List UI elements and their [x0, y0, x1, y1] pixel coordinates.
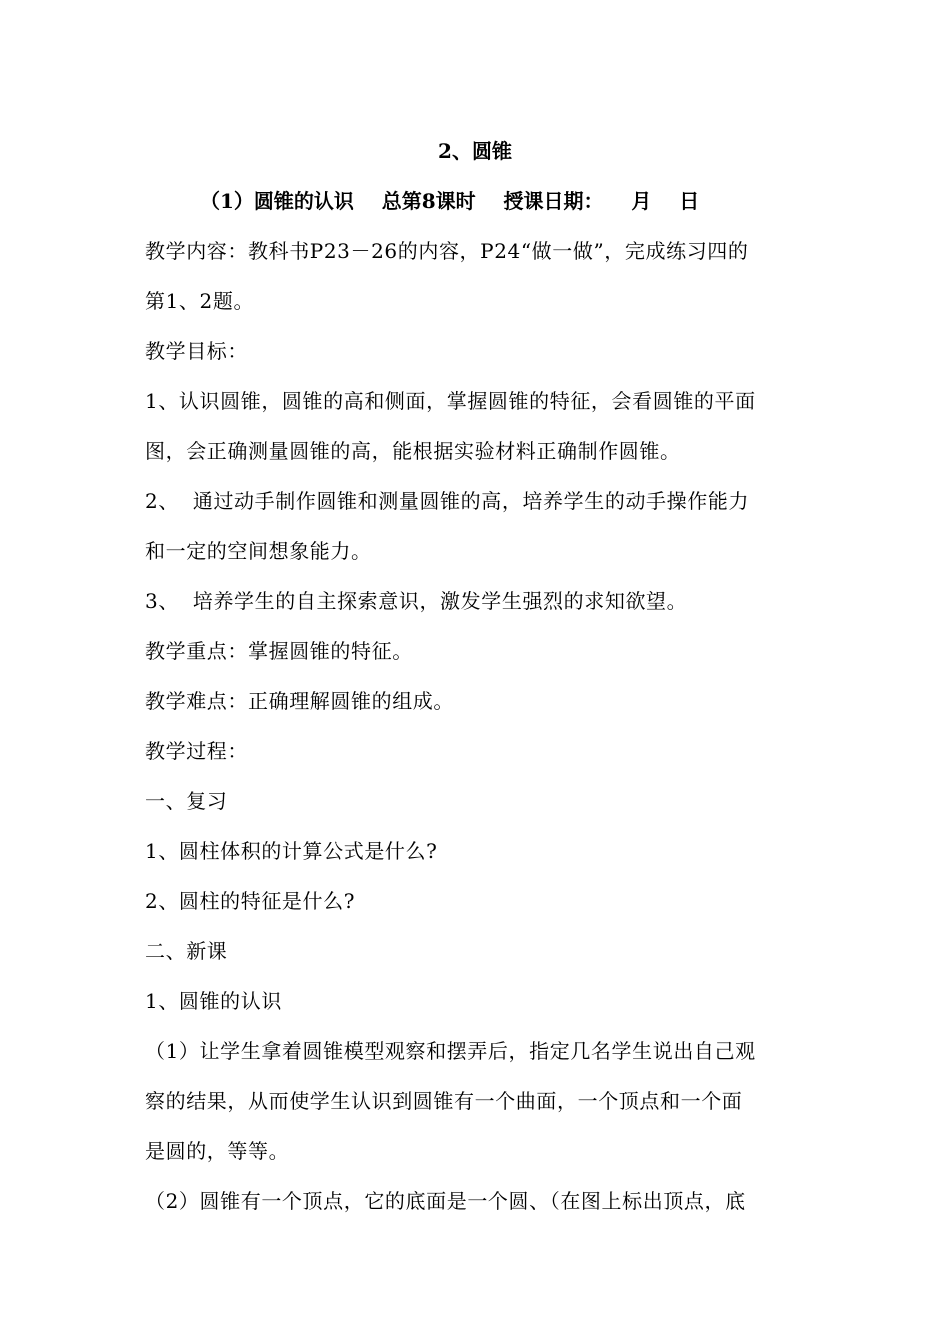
text-line: （1）让学生拿着圆锥模型观察和摆弄后，指定几名学生说出自己观	[145, 1039, 756, 1063]
text-line: 2、圆柱的特征是什么?	[145, 889, 356, 913]
text-line: 是圆的，等等。	[145, 1139, 290, 1163]
text-line: （2）圆锥有一个顶点，它的底面是一个圆、（在图上标出顶点，底	[145, 1189, 746, 1213]
text-line: 二、新课	[145, 939, 228, 963]
text-line: 2、 通过动手制作圆锥和测量圆锥的高，培养学生的动手操作能力	[145, 489, 750, 513]
text-line: 图，会正确测量圆锥的高，能根据实验材料正确制作圆锥。	[145, 439, 681, 463]
lesson-subtitle: （1）圆锥的认识 总第8课时 授课日期： 月 日	[200, 189, 700, 213]
text-line: 1、认识圆锥，圆锥的高和侧面，掌握圆锥的特征，会看圆锥的平面	[145, 389, 756, 413]
text-line: 教学目标：	[145, 339, 248, 363]
text-line: 1、圆锥的认识	[145, 989, 282, 1013]
text-line: 教学难点：正确理解圆锥的组成。	[145, 689, 454, 713]
text-line: 3、 培养学生的自主探索意识，激发学生强烈的求知欲望。	[145, 589, 688, 613]
text-line: 1、圆柱体积的计算公式是什么?	[145, 839, 438, 863]
text-line: 教学过程：	[145, 739, 248, 763]
text-line: 教学重点：掌握圆锥的特征。	[145, 639, 413, 663]
text-line: 一、复习	[145, 789, 228, 813]
text-line: 察的结果，从而使学生认识到圆锥有一个曲面，一个顶点和一个面	[145, 1089, 743, 1113]
document-title: 2、圆锥	[438, 139, 512, 163]
text-line: 第1、2题。	[145, 289, 255, 313]
text-line: 教学内容：教科书P23－26的内容，P24“做一做”，完成练习四的	[145, 239, 749, 263]
text-line: 和一定的空间想象能力。	[145, 539, 372, 563]
